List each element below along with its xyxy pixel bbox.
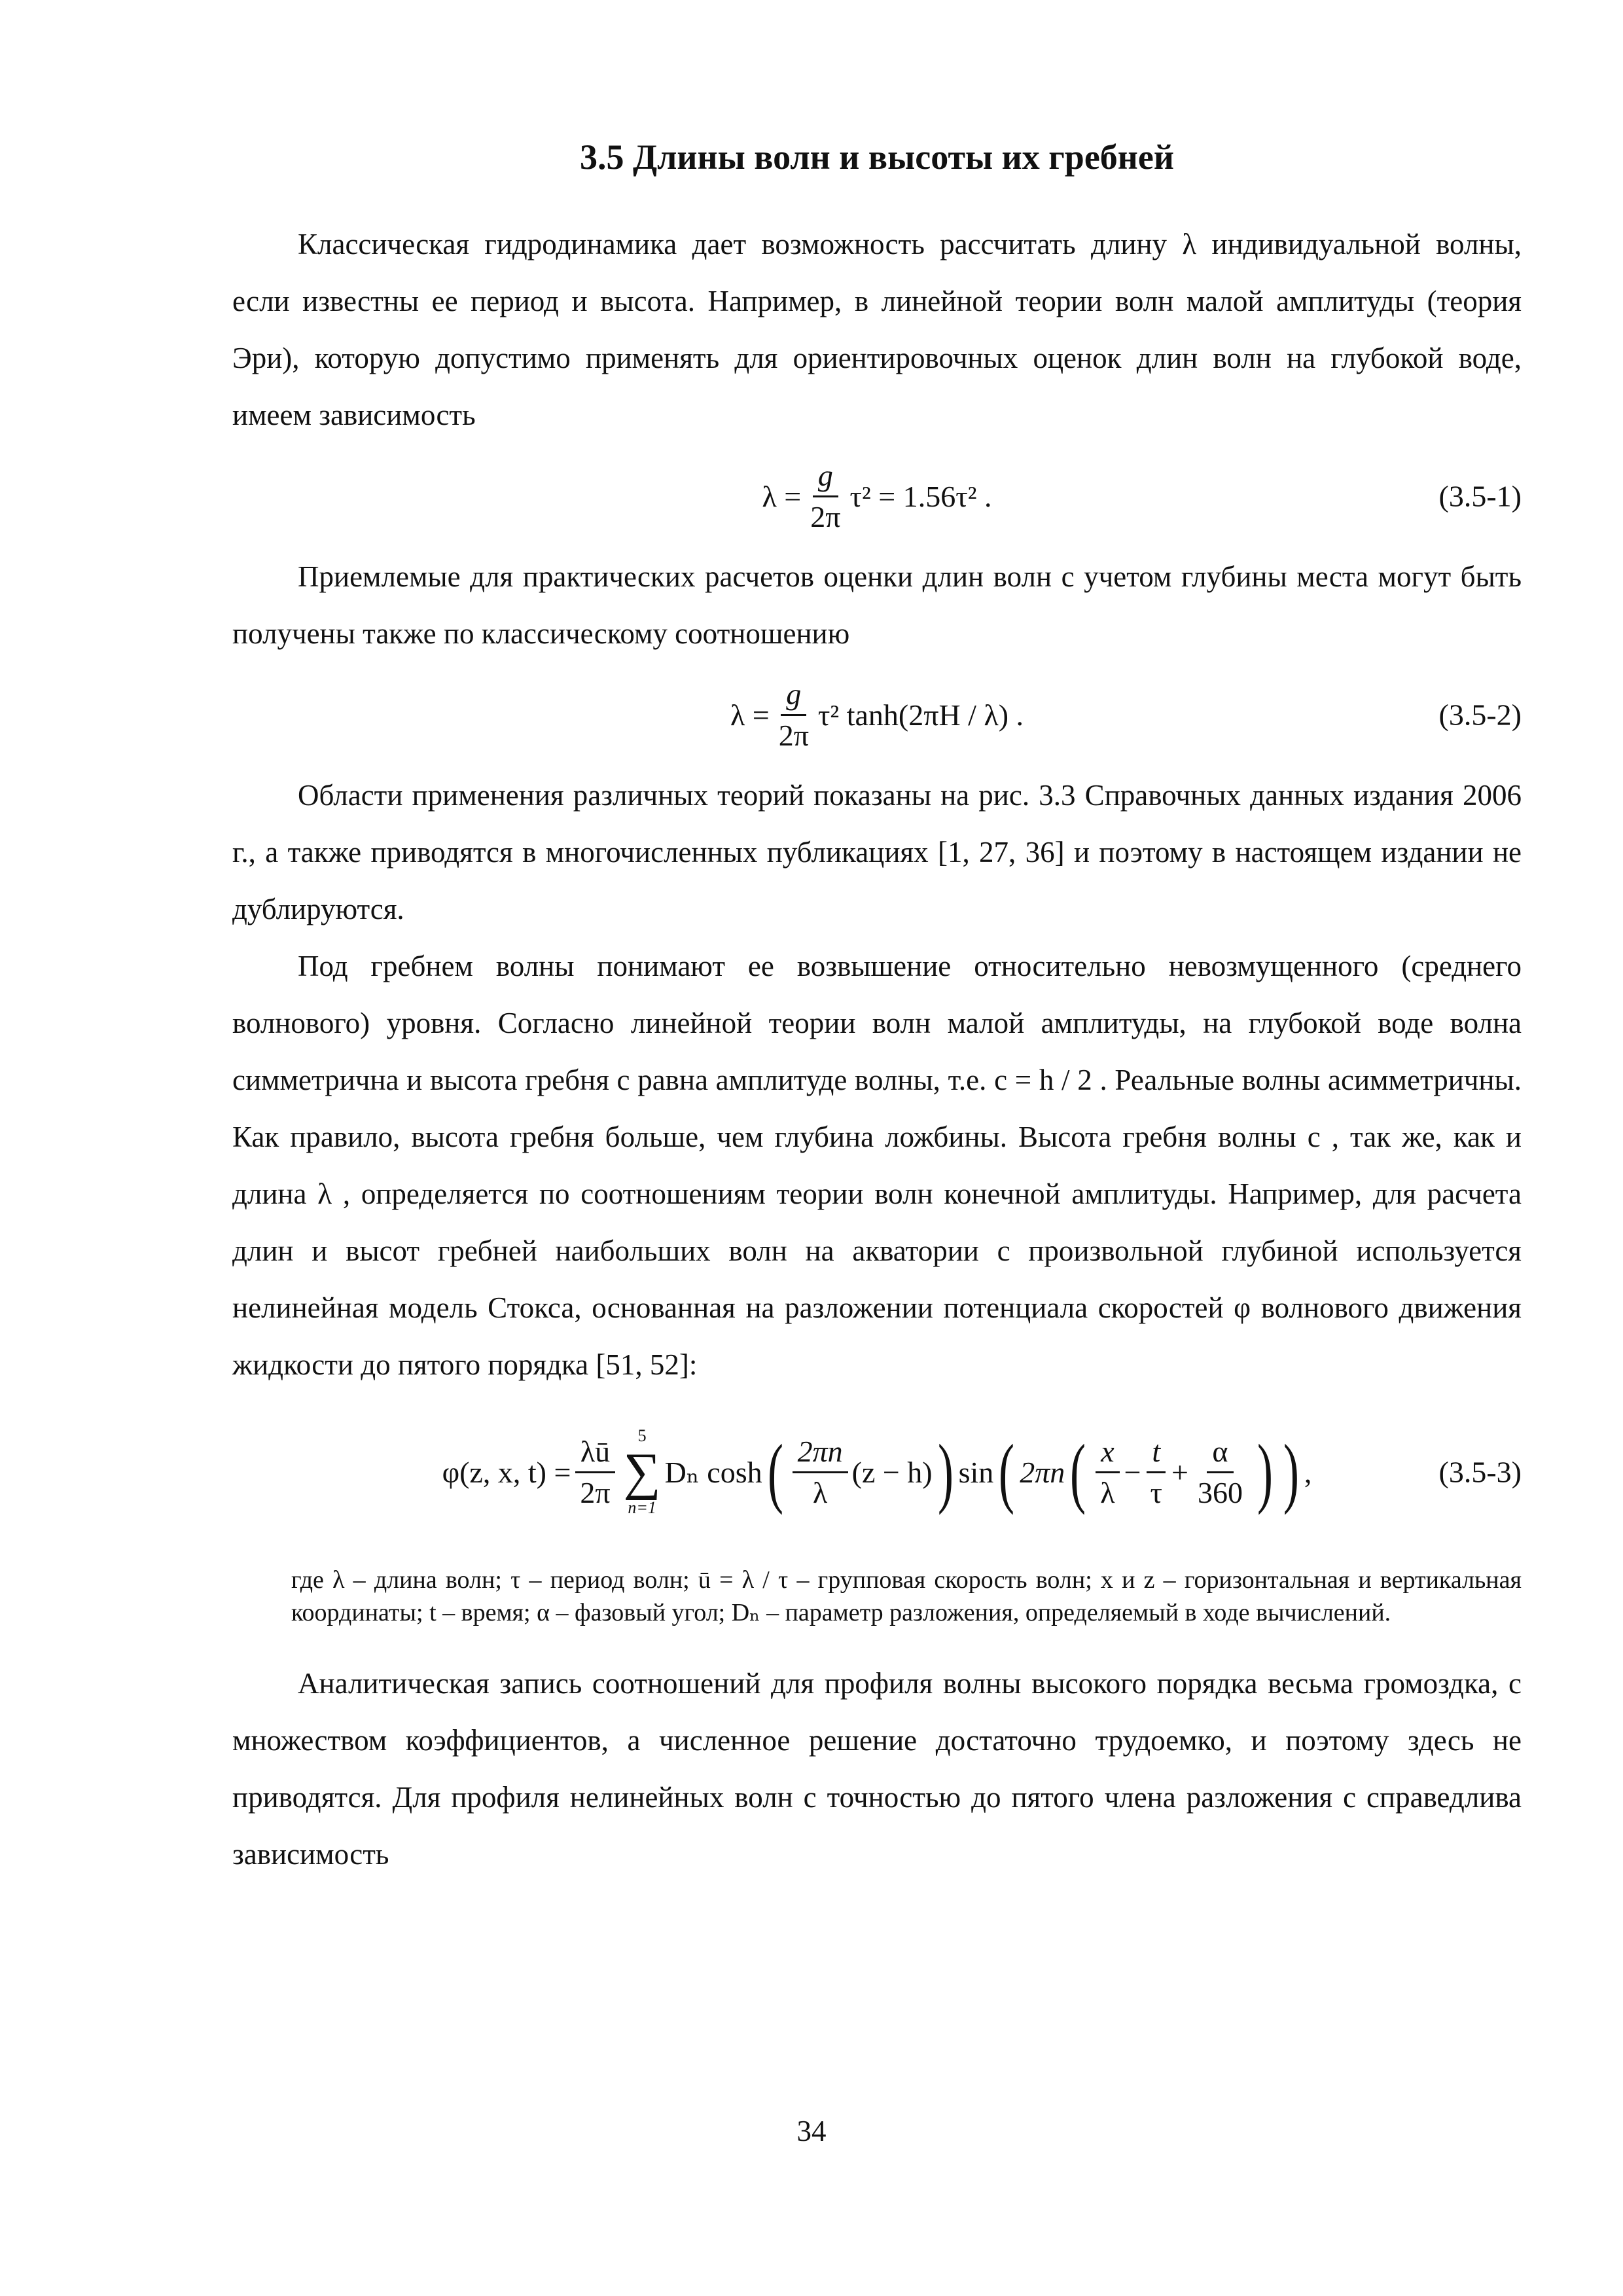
eq2-lhs: λ = <box>730 698 770 732</box>
alpha-over-360 <box>1192 1432 1248 1513</box>
paren-close: ) <box>1257 1428 1273 1515</box>
x-over-lambda <box>1095 1432 1120 1513</box>
equation-3-5-2 <box>232 662 1522 767</box>
paren-open: ( <box>767 1428 783 1515</box>
paragraph-1: Классическая гидродинамика дает возможность рассчитать длину λ индивидуальной волны, если известны ее период и высота. Например, в линейной теории волн малой амплитуды (теория Эри), которую допустимо применять для ориентировочных оценок длин волн на глубокой воде, имеем зависимость <box>232 228 1522 431</box>
eq2-rhs: τ² tanh(2πH / λ) . <box>817 698 1024 732</box>
eq1-rhs: τ² = 1.56τ² . <box>849 479 992 513</box>
t-over-tau <box>1145 1432 1168 1513</box>
plus-sign: + <box>1171 1455 1188 1489</box>
eq1-frac-den: 2π <box>810 499 841 533</box>
paren-close: ) <box>937 1428 954 1515</box>
sigma-symbol: ∑ <box>623 1443 661 1501</box>
paragraph-4: Под гребнем волны понимают ее возвышение относительно невозмущенного (среднего волнового) уровня. Согласно линейной теории волн малой амплитуды, на глубокой воде волна симметрична и высота гребня c равна амплитуде волны, т.е. c = h / 2 . Реальные волны асимметричны. Как правило, высота гребня больше, чем глубина ложбины. Высота гребня волны c , так же, как и длина λ , определяется по соотношениям теории волн конечной амплитуды. Например, для расчета длин и высот гребней наибольших волн на акватории с произвольной глубиной используется нелинейная модель Стокса, основанная на разложении потенциала скоростей φ волнового движения жидкости до пятого порядка [51, 52]: <box>232 950 1522 1381</box>
eq3-term-sin: sin <box>958 1455 994 1489</box>
page-content <box>232 131 1522 1883</box>
eq3-term-zh: (z − h) <box>851 1455 933 1489</box>
paren-open: ( <box>1070 1428 1086 1515</box>
eq3-term-2pin: 2πn <box>1020 1455 1065 1489</box>
eq3-number: (3.5-3) <box>1438 1455 1522 1489</box>
sum-lower-limit: n=1 <box>628 1498 656 1517</box>
comma: , <box>1304 1455 1312 1489</box>
equation-3-5-3 <box>232 1393 1522 1551</box>
eq2-frac-den: 2π <box>778 718 809 752</box>
paragraph-3: Области применения различных теорий показаны на рис. 3.3 Справочных данных издания 2006 г., а также приводятся в многочисленных публикациях [1, 27, 36] и поэтому в настоящем издании не дублируются. <box>232 779 1522 925</box>
sum-upper-limit: 5 <box>637 1426 647 1445</box>
t-den: τ <box>1150 1475 1163 1509</box>
x-num: x <box>1096 1432 1119 1473</box>
equation-note: где λ – длина волн; τ – период волн; ū = λ / τ – групповая скорость волн; x и z – горизонтальная и вертикальная координаты; t – время; α – фазовый угол; Dₙ – параметр разложения, определяемый в ходе вычислений. <box>291 1566 1522 1626</box>
a-den: 360 <box>1197 1475 1243 1509</box>
eq2-number: (3.5-2) <box>1438 698 1522 732</box>
paragraph-5: Аналитическая запись соотношений для профиля волны высокого порядка весьма громоздка, с множеством коэффициентов, а численное решение достаточно трудоемко, и поэтому здесь не приводятся. Для профиля нелинейных волн с точностью до пятого члена разложения c справедлива зависимость <box>232 1667 1522 1871</box>
page-number: 34 <box>796 2115 827 2147</box>
eq2-frac-num: g <box>781 675 806 716</box>
paren-close: ) <box>1283 1428 1299 1515</box>
minus-sign: − <box>1124 1455 1141 1489</box>
x-den: λ <box>1100 1475 1115 1509</box>
inner-frac-den: λ <box>812 1475 828 1509</box>
eq3-fraction <box>575 1432 615 1513</box>
equation-3-5-1 <box>232 444 1522 548</box>
inner-frac-num: 2πn <box>793 1432 848 1473</box>
eq3-term-cosh: Dₙ cosh <box>664 1456 762 1489</box>
eq3-inner-fraction <box>793 1432 848 1513</box>
eq1-lhs: λ = <box>762 479 802 513</box>
t-num: t <box>1147 1432 1166 1473</box>
eq3-frac-den: 2π <box>580 1475 611 1509</box>
eq1-fraction <box>805 456 846 537</box>
eq1-number: (3.5-1) <box>1438 479 1522 513</box>
a-num: α <box>1207 1432 1233 1473</box>
eq3-frac-num: λū <box>575 1432 615 1473</box>
paragraph-2: Приемлемые для практических расчетов оценки длин волн с учетом глубины места могут быть получены также по классическому соотношению <box>232 560 1522 650</box>
section-title: 3.5 Длины волн и высоты их гребней <box>579 137 1175 177</box>
eq3-lhs: φ(z, x, t) = <box>442 1455 571 1489</box>
eq2-fraction <box>774 675 814 755</box>
eq1-frac-num: g <box>813 456 838 497</box>
eq3-summation <box>624 1426 661 1518</box>
paren-open: ( <box>999 1428 1015 1515</box>
